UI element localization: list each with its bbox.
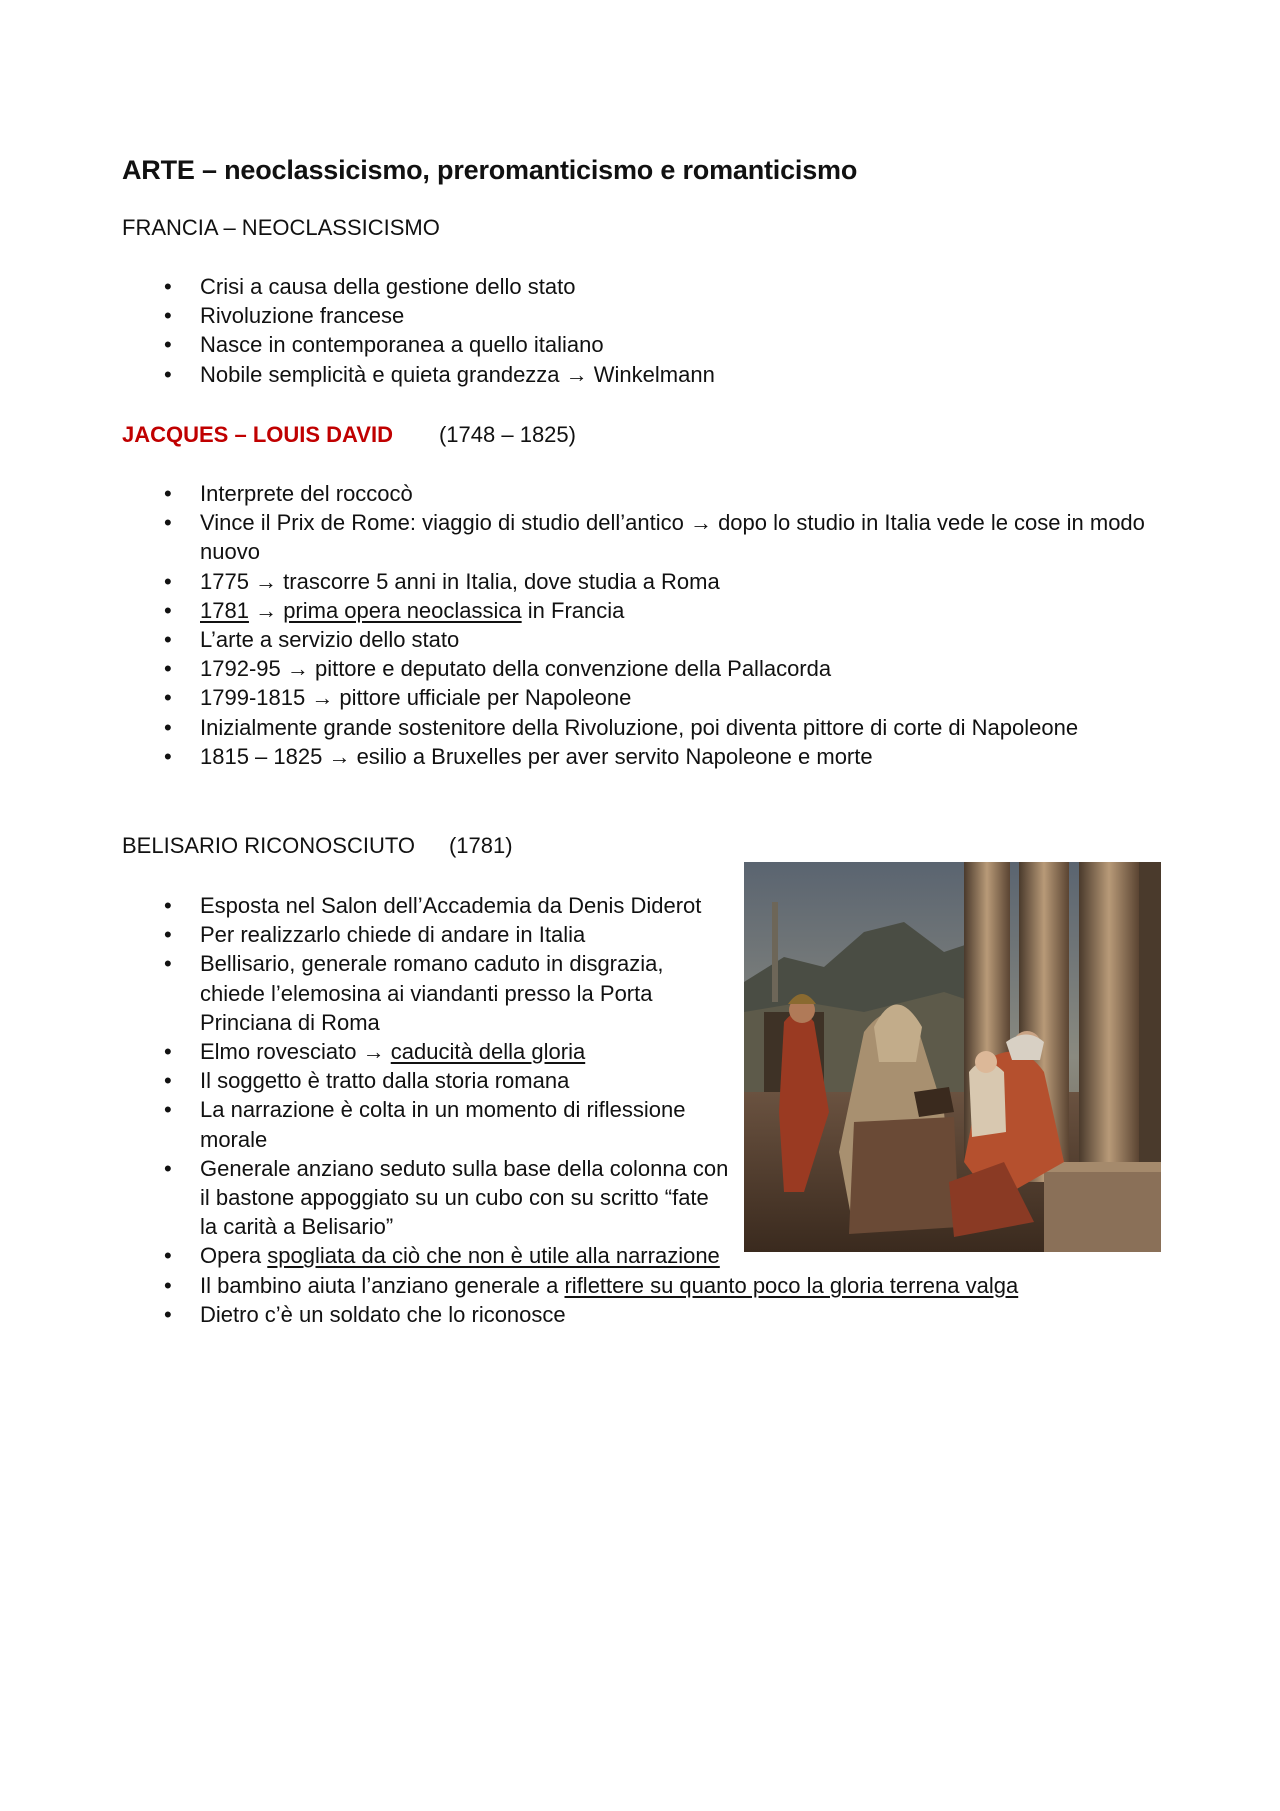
list-item-text-cont: nuovo <box>200 539 260 565</box>
list-item-text: Il bambino aiuta l’anziano generale a <box>200 1272 565 1298</box>
list-item: • Inizialmente grande sostenitore della Rivoluzione, poi diventa pittore di corte di Napoleone <box>122 713 1145 742</box>
list-item <box>122 596 1145 625</box>
artist-name: JACQUES – LOUIS DAVID <box>122 422 393 447</box>
list-item: • Interprete del roccocò <box>122 479 1145 508</box>
list-item <box>122 508 1145 566</box>
list-item <box>122 1154 1018 1242</box>
artist-dates: (1748 – 1825) <box>438 422 576 447</box>
list-item-rest: in Francia <box>521 597 625 623</box>
section-heading-francia: FRANCIA – NEOCLASSICISMO <box>122 215 440 240</box>
arrow-text: → <box>248 597 284 623</box>
list-belisario <box>122 891 1018 1329</box>
list-item-text: Vince il Prix de Rome: viaggio di studio dell’antico → dopo lo studio in Italia vede le cose in modo <box>200 510 1145 536</box>
list-item: • Nasce in contemporanea a quello italiano <box>122 330 715 359</box>
list-david <box>122 479 1145 771</box>
list-item: • L’arte a servizio dello stato <box>122 625 1145 654</box>
list-item: • Dietro c’è un soldato che lo riconosce <box>122 1300 1018 1329</box>
underlined-work: prima opera neoclassica <box>283 597 522 623</box>
list-item: • Crisi a causa della gestione dello stato <box>122 272 715 301</box>
list-item-text: Bellisario, generale romano caduto in disgrazia, <box>200 951 664 977</box>
underlined-phrase: riflettere su quanto poco la gloria terrena valga <box>564 1272 1019 1298</box>
list-item <box>122 1271 1018 1300</box>
list-item <box>122 1241 1018 1270</box>
list-item: • Esposta nel Salon dell’Accademia da Denis Diderot <box>122 891 1018 920</box>
list-item: • Rivoluzione francese <box>122 301 715 330</box>
list-item: • 1799-1815 → pittore ufficiale per Napoleone <box>122 683 1145 712</box>
artwork-heading <box>122 833 513 859</box>
list-item-text: Generale anziano seduto sulla base della colonna con <box>200 1155 729 1181</box>
list-item: • 1792-95 → pittore e deputato della convenzione della Pallacorda <box>122 654 1145 683</box>
list-item-text-cont: Princiana di Roma <box>200 1009 380 1035</box>
list-item-text: Elmo rovesciato → <box>200 1039 391 1065</box>
list-item: • 1815 – 1825 → esilio a Bruxelles per aver servito Napoleone e morte <box>122 742 1145 771</box>
artwork-title: BELISARIO RICONOSCIUTO <box>122 833 415 858</box>
underlined-phrase: caducità della gloria <box>390 1039 586 1065</box>
page-title: ARTE – neoclassicismo, preromanticismo e romanticismo <box>122 155 858 185</box>
list-item-text-cont: la carità a Belisario” <box>200 1214 394 1240</box>
underlined-year: 1781 <box>200 597 249 623</box>
list-item: • Il soggetto è tratto dalla storia romana <box>122 1066 1018 1095</box>
list-item: • Nobile semplicità e quieta grandezza → Winkelmann <box>122 360 715 389</box>
artist-heading <box>122 422 576 448</box>
list-francia <box>122 272 715 389</box>
list-item-text: La narrazione è colta in un momento di riflessione <box>200 1097 686 1123</box>
underlined-phrase: spogliata da ciò che non è utile alla narrazione <box>267 1243 720 1269</box>
artwork-dates: (1781) <box>448 833 513 858</box>
list-item-text: Opera <box>200 1243 268 1269</box>
list-item <box>122 949 1018 1037</box>
list-item: • Per realizzarlo chiede di andare in Italia <box>122 920 1018 949</box>
list-item <box>122 1037 1018 1066</box>
list-item: • 1775 → trascorre 5 anni in Italia, dove studia a Roma <box>122 567 1145 596</box>
list-item-text-cont: il bastone appoggiato su un cubo con su scritto “fate <box>200 1185 709 1211</box>
list-item-text-cont: chiede l’elemosina ai viandanti presso la Porta <box>200 980 653 1006</box>
list-item <box>122 1095 1018 1153</box>
list-item-text-cont: morale <box>200 1126 268 1152</box>
